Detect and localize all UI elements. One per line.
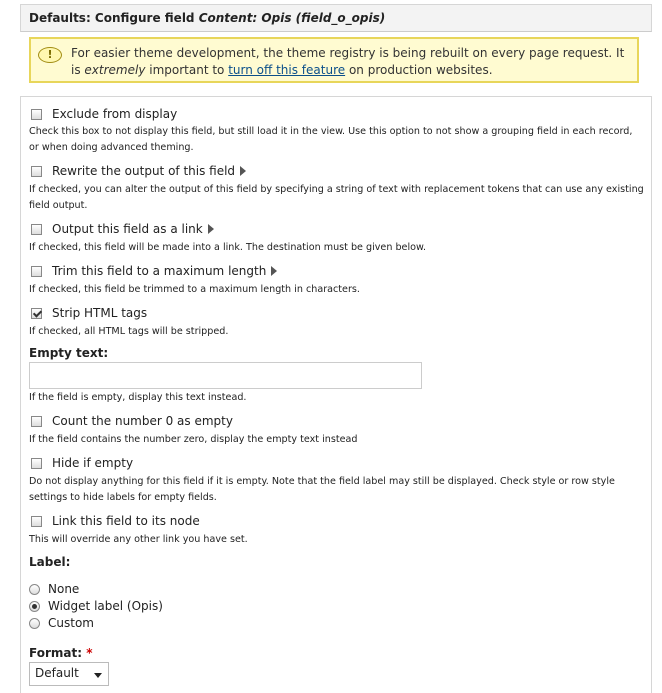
- exclude-from-display-label[interactable]: Exclude from display: [52, 107, 178, 121]
- count-zero-label[interactable]: Count the number 0 as empty: [52, 414, 233, 428]
- format-select[interactable]: [29, 662, 109, 686]
- radio-custom[interactable]: [29, 618, 40, 629]
- notice-message: For easier theme development, the theme registry is being rebuilt on every page request. It is extremely important to turn off this feature on production websites.: [71, 46, 625, 77]
- rewrite-output-label[interactable]: Rewrite the output of this field: [52, 164, 246, 178]
- hide-if-empty-label[interactable]: Hide if empty: [52, 456, 134, 470]
- link-to-node-description: This will override any other link you have set.: [29, 534, 248, 545]
- label-section-title: Label:: [29, 555, 71, 569]
- count-zero-checkbox[interactable]: [31, 416, 42, 427]
- strip-html-label[interactable]: Strip HTML tags: [52, 306, 148, 320]
- hide-if-empty-checkbox[interactable]: [31, 458, 42, 469]
- rewrite-output-checkbox[interactable]: [31, 166, 42, 177]
- theme-registry-notice: [29, 37, 639, 83]
- empty-text-label: Empty text:: [29, 346, 109, 360]
- output-as-link-description: If checked, this field will be made into a link. The destination must be given below.: [29, 242, 427, 253]
- link-to-node-label[interactable]: Link this field to its node: [52, 514, 200, 528]
- trim-field-description: If checked, this field be trimmed to a maximum length in characters.: [29, 284, 360, 295]
- turn-off-feature-link[interactable]: turn off this feature: [228, 63, 346, 77]
- trim-field-label[interactable]: Trim this field to a maximum length: [52, 264, 277, 278]
- dialog-title-bar: [20, 4, 652, 32]
- radio-none[interactable]: [29, 584, 40, 595]
- expand-arrow-icon[interactable]: [271, 266, 277, 276]
- expand-arrow-icon[interactable]: [208, 224, 214, 234]
- trim-field-checkbox[interactable]: [31, 266, 42, 277]
- warning-icon: !: [38, 47, 62, 63]
- radio-custom-label[interactable]: Custom: [48, 616, 94, 630]
- radio-widget-label[interactable]: [29, 601, 40, 612]
- radio-widget-label-text[interactable]: Widget label (Opis): [48, 599, 163, 613]
- output-as-link-label[interactable]: Output this field as a link: [52, 222, 214, 236]
- link-to-node-checkbox[interactable]: [31, 516, 42, 527]
- exclude-from-display-checkbox[interactable]: [31, 109, 42, 120]
- rewrite-output-description: If checked, you can alter the output of this field by specifying a string of text with replacement tokens that can use any existing field output.: [29, 184, 644, 211]
- count-zero-description: If the field contains the number zero, display the empty text instead: [29, 434, 358, 445]
- empty-text-description: If the field is empty, display this text instead.: [29, 392, 247, 403]
- required-marker: *: [86, 646, 93, 660]
- format-label: Format: *: [29, 646, 93, 660]
- empty-text-input[interactable]: [29, 362, 422, 389]
- output-as-link-checkbox[interactable]: [31, 224, 42, 235]
- hide-if-empty-description: Do not display anything for this field if it is empty. Note that the field label may still be displayed. Check style or row style settings to hide labels for empty fields.: [29, 476, 615, 503]
- chevron-down-icon: [94, 673, 102, 678]
- dialog-title: Defaults: Configure field Content: Opis (field_o_opis): [29, 11, 386, 25]
- strip-html-checkbox[interactable]: [31, 308, 42, 319]
- exclude-from-display-description: Check this box to not display this field, but still load it in the view. Use this option to not show a grouping field in each record, or when doing advanced theming.: [29, 126, 633, 153]
- radio-none-label[interactable]: None: [48, 582, 80, 596]
- expand-arrow-icon[interactable]: [240, 166, 246, 176]
- strip-html-description: If checked, all HTML tags will be stripped.: [29, 326, 229, 337]
- format-selected-value: Default: [35, 666, 79, 680]
